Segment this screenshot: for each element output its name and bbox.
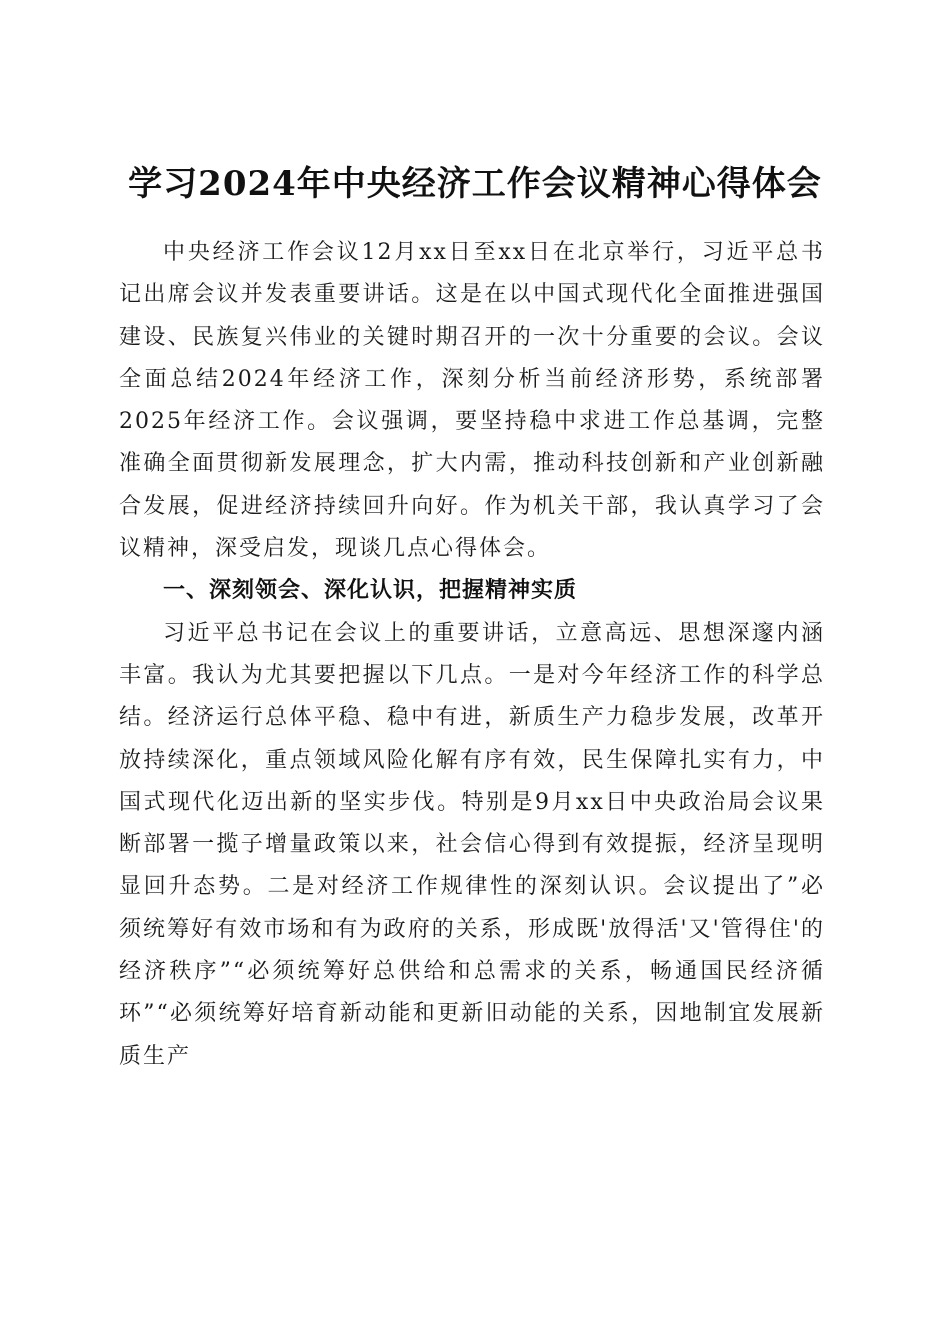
intro-paragraph: 中央经济工作会议12月xx日至xx日在北京举行，习近平总书记出席会议并发表重要讲话。这是在以中国式现代化全面推进强国建设、民族复兴伟业的关键时期召开的一次十分重要的会议。会议全面总结2024年经济工作，深刻分析当前经济形势，系统部署2025年经济工作。会议强调，要坚持稳中求进工作总基调，完整准确全面贯彻新发展理念，扩大内需，推动科技创新和产业创新融合发展，促进经济持续回升向好。作为机关干部，我认真学习了会议精神，深受启发，现谈几点心得体会。	[119, 240, 825, 562]
document-title: 学习2024年中央经济工作会议精神心得体会	[128, 163, 822, 204]
section-1-paragraph: 习近平总书记在会议上的重要讲话，立意高远、思想深邃内涵丰富。我认为尤其要把握以下几点。一是对今年经济工作的科学总结。经济运行总体平稳、稳中有进，新质生产力稳步发展，改革开放持续深化，重点领域风险化解有序有效，民生保障扎实有力，中国式现代化迈出新的坚实步伐。特别是9月xx日中央政治局会议果断部署一揽子增量政策以来，社会信心得到有效提振，经济呈现明显回升态势。二是对经济工作规律性的深刻认识。会议提出了”必须统筹好有效市场和有为政府的关系，形成既'放得活'又'管得住'的经济秩序”“必须统筹好总供给和总需求的关系，畅通国民经济循环”“必须统筹好培育新动能和更新旧动能的关系，因地制宜发展新质生产	[119, 620, 825, 1069]
document-body	[119, 232, 825, 1078]
section-heading-1: 一、深刻领会、深化认识，把握精神实质	[163, 578, 578, 604]
